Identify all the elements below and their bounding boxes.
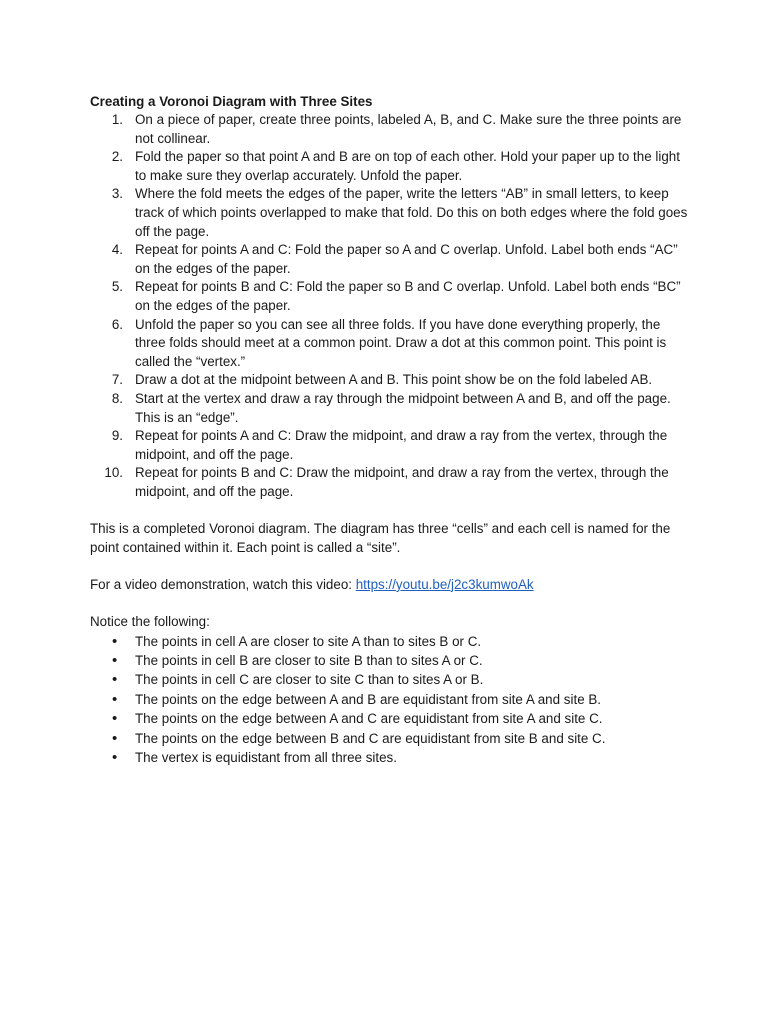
document-title: Creating a Voronoi Diagram with Three Sites (90, 94, 373, 109)
step-text: Where the fold meets the edges of the paper, write the letters “AB” in small letters, to keep track of which points overlapped to make that fold. Do this on both edges where the fold goes off the page. (135, 186, 688, 239)
list-item (90, 278, 690, 315)
list-item (90, 148, 690, 185)
bullet-icon: • (112, 749, 118, 767)
list-item (90, 316, 690, 372)
notice-text: The points on the edge between A and B are equidistant from site A and site B. (135, 691, 602, 707)
bullet-icon: • (112, 671, 118, 689)
step-text: Unfold the paper so you can see all three folds. If you have done everything properly, the three folds should meet at a common point. Draw a dot at this common point. This point is called the “vertex.” (135, 316, 667, 369)
step-number: 5. (111, 279, 123, 295)
bullet-icon: • (112, 690, 118, 708)
step-number: 2. (111, 149, 123, 165)
notice-text: The points in cell B are closer to site B than to sites A or C. (135, 653, 483, 669)
list-item (90, 111, 690, 148)
document-page (90, 92, 690, 767)
list-item (90, 748, 690, 767)
notice-text: The points on the edge between A and C are equidistant from site A and site C. (135, 711, 603, 727)
step-text: Repeat for points B and C: Draw the midpoint, and draw a ray from the vertex, through the midpoint, and off the page. (135, 465, 669, 499)
notice-text: The points in cell A are closer to site A than to sites B or C. (135, 633, 482, 649)
list-item (90, 390, 690, 427)
step-text: Draw a dot at the midpoint between A and B. This point show be on the fold labeled AB. (135, 372, 653, 388)
steps-list (90, 111, 690, 501)
list-item (90, 427, 690, 464)
step-text: Start at the vertex and draw a ray through the midpoint between A and B, and off the page. This is an “edge”. (135, 390, 671, 425)
step-number: 8. (111, 390, 123, 406)
step-text: Repeat for points A and C: Draw the midpoint, and draw a ray from the vertex, through the midpoint, and off the page. (135, 428, 668, 462)
step-number: 7. (111, 372, 123, 388)
notice-heading: Notice the following: (90, 614, 210, 630)
step-number: 1. (111, 112, 123, 127)
summary-paragraph: This is a completed Voronoi diagram. The diagram has three “cells” and each cell is named for the point contained within it. Each point is called a “site”. (90, 521, 671, 555)
notice-text: The points on the edge between B and C are equidistant from site B and site C. (135, 730, 606, 746)
list-item (90, 241, 690, 278)
bullet-icon: • (112, 729, 118, 747)
notice-text: The vertex is equidistant from all three sites. (135, 750, 397, 766)
notice-list (90, 632, 690, 768)
step-number: 3. (111, 186, 123, 202)
step-text: On a piece of paper, create three points, labeled A, B, and C. Make sure the three points are not collinear. (135, 112, 682, 146)
list-item (90, 371, 690, 390)
bullet-icon: • (112, 710, 118, 728)
step-number: 9. (111, 428, 123, 444)
video-paragraph (90, 576, 690, 595)
list-item (90, 729, 690, 748)
bullet-icon: • (112, 632, 118, 650)
list-item (90, 690, 690, 709)
step-number: 4. (111, 242, 123, 258)
step-number: 6. (111, 316, 123, 332)
list-item (90, 185, 690, 241)
list-item (90, 464, 690, 501)
list-item (90, 709, 690, 728)
step-text: Repeat for points B and C: Fold the paper so B and C overlap. Unfold. Label both ends “BC” on the edges of the paper. (135, 279, 681, 313)
video-link[interactable]: https://youtu.be/j2c3kumwoAk (355, 576, 534, 592)
list-item (90, 670, 690, 689)
bullet-icon: • (112, 652, 118, 670)
step-number: 10. (104, 465, 123, 481)
notice-text: The points in cell C are closer to site C than to sites A or B. (135, 672, 484, 688)
list-item (90, 651, 690, 670)
list-item (90, 632, 690, 651)
video-prefix: For a video demonstration, watch this video: (90, 576, 356, 592)
step-text: Repeat for points A and C: Fold the paper so A and C overlap. Unfold. Label both ends “AC” on the edges of the paper. (135, 242, 678, 276)
step-text: Fold the paper so that point A and B are on top of each other. Hold your paper up to the light to make sure they overlap accurately. Unfold the paper. (135, 149, 680, 183)
